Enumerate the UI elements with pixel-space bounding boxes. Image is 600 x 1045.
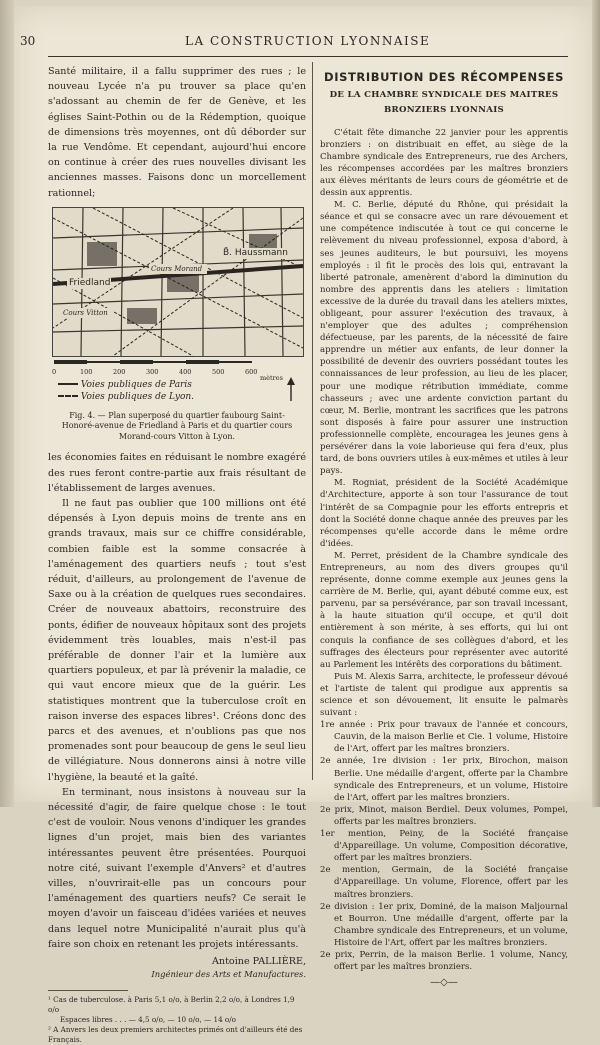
scale-600: 600	[245, 367, 258, 376]
map-label-haussmann: B̆. Haussmann	[223, 247, 288, 258]
article-title: DISTRIBUTION DES RÉCOMPENSES	[324, 70, 564, 84]
page-number: 30	[20, 34, 36, 48]
article-subtitle: DE LA CHAMBRE SYNDICALE DES MAITRES BRONZIERS LYONNAIS	[329, 90, 559, 116]
page-binding	[0, 0, 14, 807]
map-legend	[58, 379, 194, 403]
street-plan-figure	[52, 207, 304, 357]
right-column	[320, 64, 568, 989]
header-rule	[48, 56, 568, 57]
footnote-2: ² A Anvers les deux premiers architectes primés ont d'ailleurs été des Français.	[48, 1025, 303, 1045]
end-ornament: —◇—	[430, 977, 458, 989]
award-item: 2e année, 1re division : 1er prix, Birochon, maison Berlie. Une médaille d'argent, offerte par la Chambre syndicale des Entrepreneurs, et un volume, Histoire de l'Art, offert par les maîtres bronziers.	[320, 756, 568, 803]
legend-lyon-row	[58, 391, 194, 403]
author-title: Ingénieur des Arts et Manufactures.	[151, 969, 306, 980]
left-paragraph-3: Il ne faut pas oublier que 100 millions ont été dépensés à Lyon depuis moins de trente ans en grands travaux, mais sur ce chiffre considérable, combien faible est la somme consacrée à l'aménagement des quartiers neufs ; tout s'est réduit, d'ailleurs, au prolongement de l'avenue de Saxe ou à la création de quelques rues secondaires. Créer de nouveaux abattoirs, reconstruire des ponts, édifier de nouveaux hôpitaux sont des projets évidemment très louables, mais n'est-il pas préférable de donner l'air et la lumière aux quartiers populeux, et par là prévenir la maladie, ce qui vaut encore mieux que de la guérir. Les statistiques montrent que la tuberculose croît en raison inverse des espaces libres¹. Créons donc des parcs et des avenues, et n'oublions pas que nos promenades sont pour beaucoup de gens le seul lieu de villégiature. Nous donnerons ainsi à notre ville l'hygiène, la beauté et la gaîté.	[48, 497, 306, 783]
article-paragraph-1: C'était fête dimanche 22 janvier pour les apprentis bronziers : on distribuait en effet, au siège de la Chambre syndicale des Entrepreneurs, rue des Archers, les récompenses accordées par les maîtres bronziers aux élèves méritants de leurs cours de géométrie et de dessin aux apprentis.	[320, 127, 568, 199]
award-item: 2e division : 1er prix, Dominé, de la maison Maljournal et Bourron. Une médaille d'argent, offerte par la Chambre syndicale des Entrepreneurs, et un volume, Histoire de l'Art, offert par les maîtres bronziers.	[320, 901, 568, 948]
legend-paris-swatch	[58, 383, 78, 385]
map-scale-legend	[52, 357, 302, 407]
article-paragraph-5: Puis M. Alexis Sarra, architecte, le professeur dévoué et l'artiste de talent qui prodigue aux apprentis sa science et son dévouement, lit ensuite le palmarès suivant :	[320, 671, 568, 719]
left-column	[48, 64, 306, 1045]
article-paragraph-3: M. Rogniat, président de la Société Académique d'Architecture, apporte à son tour l'assurance de tout l'intérêt de sa Compagnie pour les efforts entrepris et dont la Société donne chaque année des preuves par les récompenses qu'elle accorde dans le même ordre d'idées.	[320, 478, 568, 549]
left-paragraph-1: Santé militaire, il a fallu supprimer des rues ; le nouveau Lycée n'a pu trouver sa place qu'en s'adossant au chemin de fer de Genève, et les églises Saint-Pothin ou de la Rédemption, quoique de dimensions très moyennes, ont dû déborder sur la rue Vendôme. Et cependant, aujourd'hui encore on continue à créer des rues nouvelles divisant les anciennes masses. Faisons donc un morcellement rationnel;	[48, 66, 306, 199]
footnote-1: ¹ Cas de tuberculose. à Paris 5,1 o/o, à Berlin 2,2 o/o, à Londres 1,9 o/o	[48, 995, 295, 1015]
legend-paris-row	[58, 379, 194, 391]
left-paragraph-2: les économies faites en réduisant le nombre exagéré des rues feront contre-partie aux frais résultant de l'établissement de larges avenues.	[48, 452, 306, 494]
scale-200: 200	[113, 367, 126, 376]
scale-100: 100	[80, 367, 93, 376]
figure-caption: Fig. 4. — Plan superposé du quartier faubourg Saint-Honoré-avenue de Friedland à Paris et du quartier cours Morand-cours Vitton à Lyon.	[61, 410, 293, 441]
award-item: 1er mention, Peiny, de la Société française d'Appareillage. Un volume, Composition décorative, offert par les maîtres bronziers.	[320, 829, 568, 864]
map-label-cours-morand: Cours Morand	[151, 264, 203, 273]
award-item: 1re année : Prix pour travaux de l'année et concours, Cauvin, de la maison Berlie et Cie. 1 volume, Histoire de l'Art, offert par les maîtres bronziers.	[320, 720, 568, 755]
scale-300: 300	[146, 367, 159, 376]
article-body	[320, 127, 568, 990]
scale-unit: mètres	[260, 373, 283, 382]
scale-0: 0	[52, 367, 57, 376]
award-item: 2e mention, Germain, de la Société française d'Appareillage. Un volume, Florence, offert par les maîtres bronziers.	[320, 865, 568, 900]
author-signature: Antoine PALLIÈRE,	[211, 956, 306, 968]
article-paragraph-4: M. Perret, président de la Chambre syndicale des Entrepreneurs, au nom des divers groupes qu'il représente, donne comme exemple aux jeunes gens la carrière de M. Berlie, qui, ayant débuté comme eux, est parvenu, par sa persévérance, par son travail incessant, à la haute situation qu'il occupe, et qu'il doit entièrement à son mérite, à ses efforts, qui lui ont conquis la confiance de ses collègues d'abord, et les suffrages des électeurs pour représenter avec autorité au Parlement les intérêts des corporations du bâtiment.	[320, 550, 568, 670]
footnote-rule	[48, 990, 128, 991]
running-header	[20, 34, 570, 50]
journal-title: LA CONSTRUCTION LYONNAISE	[185, 34, 431, 48]
award-item: 2e prix, Minot, maison Berdiel. Deux volumes, Pompei, offerts par les maîtres bronziers.	[320, 804, 568, 827]
map-label-friedland: Friedland	[69, 277, 111, 288]
legend-paris: Voies publiques de Paris	[80, 379, 192, 390]
scale-400: 400	[179, 367, 192, 376]
left-paragraph-4: En terminant, nous insistons à nouveau sur la nécessité d'agir, de faire quelque chose : le tout c'est de vouloir. Nous venons d'indiquer les grandes lignes d'un projet, mais bien des variantes intéressantes peuvent être présentées. Pourquoi notre cité, suivant l'exemple d'Anvers² et d'autres villes, n'ouvrirait-elle pas un concours pour l'aménagement des quartiers neufs? Ce serait le moyen d'avoir un faisceau d'idées variées et neuves dans lequel notre Municipalité n'aurait plus qu'à faire son choix en retenant les projets intéressants.	[48, 786, 306, 950]
award-item: 2e prix, Perrin, de la maison Berlie. 1 volume, Nancy, offert par les maîtres bronziers.	[320, 949, 568, 973]
legend-lyon: Voies publiques de Lyon.	[80, 391, 195, 402]
north-arrow-icon	[284, 377, 298, 403]
legend-lyon-swatch	[58, 395, 78, 397]
column-divider	[312, 62, 313, 780]
footnote-1b: Espaces libres . . . — 4,5 o/o, — 10 o/o, — 14 o/o	[60, 1015, 237, 1025]
scale-500: 500	[212, 367, 225, 376]
article-paragraph-2: M. C. Berlie, député du Rhône, qui présidait la séance et qui se consacre avec un rare dévouement et une compétence indiscutée à tout ce qui concerne le relèvement du niveau professionnel, exposa d'abord, à ses jeunes auditeurs, le but poursuivi, les moyens employés : il fit le procès des lois qui, entravant la liberté patronale, amenèrent d'abord la diminution du nombre des apprentis dans les ateliers : limitation excessive de la durée du travail dans les ateliers mixtes, obligeant, pour assurer l'exécution des travaux, à n'employer que des adultes ; compréhension défectueuse, par les parents, de la nécessité de faire apprendre un métier aux enfants, de leur donner la possibilité de devenir des ouvriers possédant toutes les connaissances de leur profession, au lieu de les placer, pour une modique rétribution immédiate, comme chasseurs ; avec une ardente conviction partant du cœur, M. Berlie, montrant les sacrifices que les patrons sont disposés à faire pour assurer une instruction professionnelle complète, encouragea les jeunes gens à persévérer dans la voie laborieuse qui fera d'eux, plus tard, de bons ouvriers utiles à eux-mêmes et utiles à leur pays.	[320, 200, 568, 477]
map-label-cours-vitton: Cours Vitton	[63, 308, 108, 317]
page-edge	[592, 0, 600, 807]
